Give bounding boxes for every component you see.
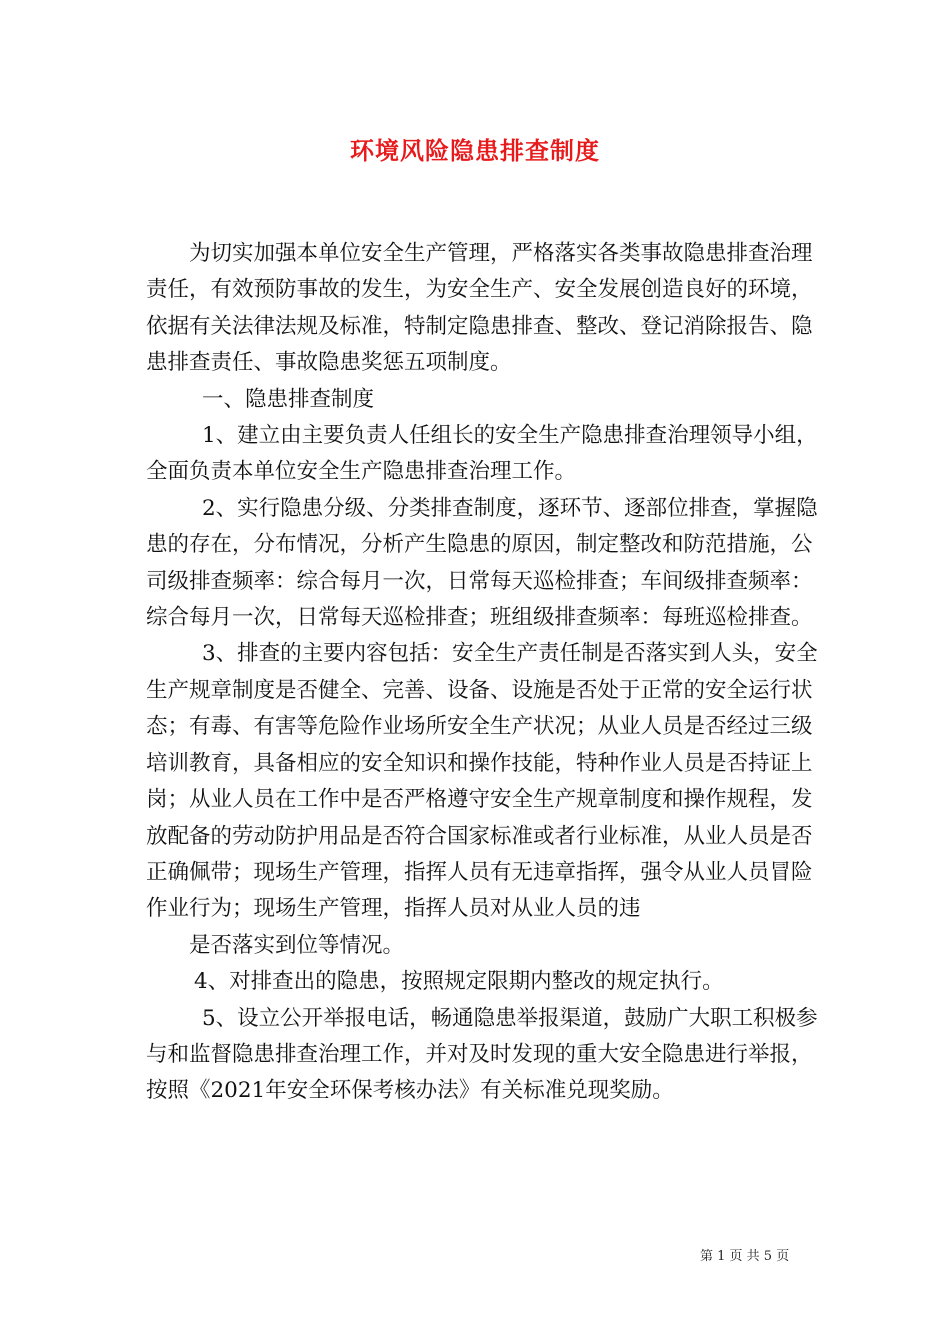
section-heading: 一、隐患排查制度 — [202, 386, 375, 412]
item-3-paragraph: 3、排查的主要内容包括：安全生产责任制是否落实到人头，安全生产规章制度是否健全、完善、设备、设施是否处于正常的安全运行状态；有毒、有害等危险作业场所安全生产状况；从业人员是否经过三级培训教育，具备相应的安全知识和操作技能，特种作业人员是否持证上岗；从业人员在工作中是否严格遵守安全生产规章制度和操作规程，发放配备的劳动防护用品是否符合国家标准或者行业标准，从业人员是否正确佩带；现场生产管理，指挥人员有无违章指挥，强令从业人员冒险作业行为；现场生产管理，指挥人员对从业人员的违 — [146, 641, 818, 922]
document-title: 环境风险隐患排查制度 — [350, 137, 600, 165]
item-3-continuation: 是否落实到位等情况。 — [189, 932, 405, 958]
item-2-paragraph: 2、实行隐患分级、分类排查制度，逐环节、逐部位排查，掌握隐患的存在，分布情况，分析产生隐患的原因，制定整改和防范措施，公司级排查频率：综合每月一次，日常每天巡检排查；车间级排查频率：综合每月一次，日常每天巡检排查；班组级排查频率：每班巡检排查。 — [146, 495, 818, 631]
item-4-paragraph: 4、对排查出的隐患，按照规定限期内整改的规定执行。 — [194, 969, 724, 995]
page-number-footer: 第 1 页 共 5 页 — [700, 1249, 790, 1264]
item-1-paragraph: 1、建立由主要负责人任组长的安全生产隐患排查治理领导小组，全面负责本单位安全生产隐患排查治理工作。 — [146, 423, 818, 485]
intro-paragraph: 为切实加强本单位安全生产管理，严格落实各类事故隐患排查治理责任，有效预防事故的发生，为安全生产、安全发展创造良好的环境，依据有关法律法规及标准，特制定隐患排查、整改、登记消除报告、隐患排查责任、事故隐患奖惩五项制度。 — [146, 241, 813, 376]
document-body — [146, 236, 818, 1110]
item-5-paragraph: 5、设立公开举报电话，畅通隐患举报渠道，鼓励广大职工积极参与和监督隐患排查治理工作，并对及时发现的重大安全隐患进行举报，按照《2021年安全环保考核办法》有关标准兑现奖励。 — [146, 1005, 818, 1104]
